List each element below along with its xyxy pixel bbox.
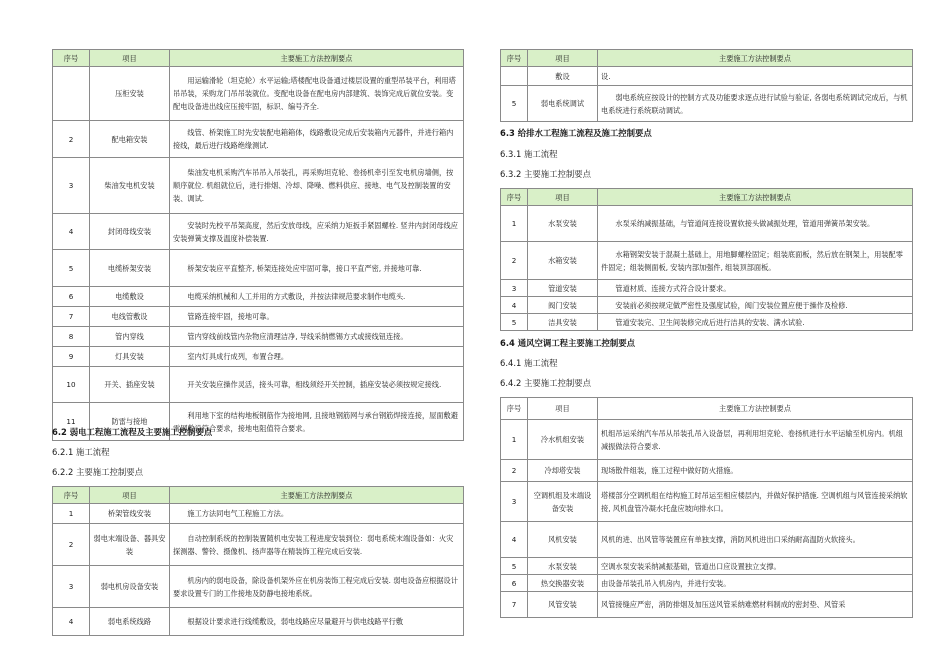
row-desc: 机组吊运采纳汽车吊从吊装孔吊入设备层，再利用坦克轮、卷扬机进行水平运输至机房内。机组减振做法符合要求. xyxy=(598,420,913,460)
row-item: 风机安装 xyxy=(528,522,598,558)
table-row xyxy=(501,420,913,460)
table-header-row xyxy=(53,50,464,67)
row-desc: 开关安装应操作灵活，接头可靠，相线须经开关控制，插座安装必须按规定接线. xyxy=(170,367,464,403)
table-row xyxy=(53,158,464,214)
row-item: 热交换器安装 xyxy=(528,575,598,592)
row-desc: 安装前必须按规定做严密性及强度试验，阀门安装位置应便于操作及检修. xyxy=(598,297,913,314)
table-row xyxy=(501,280,913,297)
section-heading-6-3-2: 6.3.2 主要施工控制要点 xyxy=(500,169,591,179)
table-row xyxy=(501,482,913,522)
row-desc: 空调水泵安装采纳减振基础，管道出口应设置独立支撑。 xyxy=(598,558,913,575)
table-row xyxy=(53,327,464,347)
row-item: 洁具安装 xyxy=(528,314,598,331)
row-item: 电缆敷设 xyxy=(90,287,170,307)
row-no: 7 xyxy=(53,307,90,327)
row-no: 4 xyxy=(501,522,528,558)
row-no: 2 xyxy=(501,460,528,482)
row-no: 3 xyxy=(53,566,90,608)
row-desc: 室内灯具成行成列，布置合理。 xyxy=(170,347,464,367)
section-heading-6-2-1: 6.2.1 施工流程 xyxy=(52,447,110,457)
row-desc: 施工方法同电气工程施工方法。 xyxy=(170,504,464,524)
row-no: 5 xyxy=(53,250,90,287)
weak-current-table-continued xyxy=(500,49,913,122)
table-row xyxy=(501,460,913,482)
header-no: 序号 xyxy=(501,189,528,206)
row-desc: 水箱钢架安装于混凝土基础上，用地脚螺栓固定；组装底面板，然后放在钢架上，用装配零件固定；组装侧面板, 安装内部加强件, 组装顶部面板。 xyxy=(598,242,913,280)
row-desc: 现场散件组装，施工过程中做好防火措施。 xyxy=(598,460,913,482)
row-no: 1 xyxy=(501,420,528,460)
table-row xyxy=(53,307,464,327)
row-no: 3 xyxy=(501,280,528,297)
row-desc: 管道安装完、卫生间装修完成后进行洁具的安装、满水试验. xyxy=(598,314,913,331)
row-item: 弱电系统线路 xyxy=(90,608,170,636)
table-row xyxy=(53,524,464,566)
row-item: 敷设 xyxy=(528,67,598,86)
section-heading-6-2-2: 6.2.2 主要施工控制要点 xyxy=(52,467,143,477)
header-item: 项目 xyxy=(528,50,598,67)
row-item: 空调机组及末端设备安装 xyxy=(528,482,598,522)
table-header-row xyxy=(501,189,913,206)
row-no: 1 xyxy=(501,206,528,242)
row-desc: 机房内的弱电设备，除设备机架外应在机房装饰工程完成后安装. 弱电设备应根据设计要求设置专门的工作接地及防静电接地系统。 xyxy=(170,566,464,608)
header-desc: 主要施工方法控制要点 xyxy=(170,487,464,504)
header-desc: 主要施工方法控制要点 xyxy=(598,189,913,206)
row-item: 电缆桥架安装 xyxy=(90,250,170,287)
row-item: 灯具安装 xyxy=(90,347,170,367)
row-item: 水箱安装 xyxy=(528,242,598,280)
section-heading-6-3-1: 6.3.1 施工流程 xyxy=(500,149,558,159)
table-row xyxy=(501,575,913,592)
row-item: 电线管敷设 xyxy=(90,307,170,327)
section-heading-6-4-1: 6.4.1 施工流程 xyxy=(500,358,558,368)
row-desc: 自动控制系统的控制装置随机电安装工程进度安装到位：弱电系统末端设备如：火灾探测器、警铃、摄像机、扬声器等在精装饰工程完成后安装. xyxy=(170,524,464,566)
row-desc: 设. xyxy=(598,67,913,86)
table-row xyxy=(501,297,913,314)
table-row xyxy=(501,592,913,618)
row-item: 压柜安装 xyxy=(90,67,170,121)
table-row xyxy=(501,67,913,86)
row-item: 冷却塔安装 xyxy=(528,460,598,482)
table-row xyxy=(53,214,464,250)
row-item: 风管安装 xyxy=(528,592,598,618)
row-item: 弱电系统调试 xyxy=(528,86,598,122)
row-desc: 水泵采纳减振基础，与管道间连接设置软接头做减振处理，管道用弹簧吊架安装。 xyxy=(598,206,913,242)
row-desc: 风机的进、出风管等装置应有单独支撑，消防风机进出口采纳耐高温防火软接头。 xyxy=(598,522,913,558)
section-heading-6-4: 6.4 通风空调工程主要施工控制要点 xyxy=(500,338,636,348)
row-item: 桥架管线安装 xyxy=(90,504,170,524)
table-row xyxy=(53,608,464,636)
row-no: 4 xyxy=(53,608,90,636)
table-row xyxy=(501,242,913,280)
row-item: 阀门安装 xyxy=(528,297,598,314)
header-desc: 主要施工方法控制要点 xyxy=(598,398,913,420)
header-no: 序号 xyxy=(501,398,528,420)
table-row xyxy=(53,121,464,158)
row-item: 管道安装 xyxy=(528,280,598,297)
row-no: 11 xyxy=(53,403,90,441)
row-desc: 用运输滑轮（坦克轮）水平运输;塔楼配电设备通过楼层设置的重型吊装平台，利用塔吊吊装，采购龙门吊吊装就位。变配电设备在配电房内部建筑、装饰完成后就位安装。变配电设备进出线应压接牢固，标识、编号齐全. xyxy=(170,67,464,121)
table-row xyxy=(53,504,464,524)
row-item: 柴油发电机安装 xyxy=(90,158,170,214)
row-desc: 管路连接牢固，接地可靠。 xyxy=(170,307,464,327)
row-desc: 管道材质、连接方式符合设计要求。 xyxy=(598,280,913,297)
row-no: 7 xyxy=(501,592,528,618)
header-item: 项目 xyxy=(528,398,598,420)
row-desc: 电缆采纳机械和人工并用的方式敷设，并按法律规范要求制作电缆头. xyxy=(170,287,464,307)
table-row xyxy=(501,86,913,122)
row-no: 2 xyxy=(501,242,528,280)
row-no: 5 xyxy=(501,558,528,575)
row-desc: 桥架安装应平直整齐, 桥架连接处应牢固可靠，接口平直严密, 并接地可靠. xyxy=(170,250,464,287)
row-no xyxy=(501,67,528,86)
row-item: 弱电末端设备、器具安装 xyxy=(90,524,170,566)
row-desc: 根据设计要求进行线缆敷设，弱电线路应尽量避开与供电线路平行敷 xyxy=(170,608,464,636)
row-desc: 塔楼部分空调机组在结构施工时吊运至相应楼层内，并做好保护措施. 空调机组与风管连接采纳软接, 风机盘管冷凝水托盘应坡向排水口。 xyxy=(598,482,913,522)
row-item: 冷水机组安装 xyxy=(528,420,598,460)
table-row xyxy=(53,367,464,403)
table-row xyxy=(501,314,913,331)
row-no: 6 xyxy=(53,287,90,307)
table-row xyxy=(53,67,464,121)
table-header-row xyxy=(53,487,464,504)
section-heading-6-4-2: 6.4.2 主要施工控制要点 xyxy=(500,378,591,388)
header-desc: 主要施工方法控制要点 xyxy=(598,50,913,67)
row-no: 5 xyxy=(501,86,528,122)
row-desc: 安装时先校平吊架高度，然后安放母线，应采纳力矩扳手紧固螺栓. 竖井内封闭母线应安装弹簧支撑及温度补偿装置. xyxy=(170,214,464,250)
table-row xyxy=(501,522,913,558)
row-desc: 柴油发电机采购汽车吊吊入吊装孔，再采购坦克轮、卷扬机牵引至发电机房墙侧，按顺序就位. 机组就位后，进行排烟、冷却、降噪、燃料供应、接地、电气及控制装置的安装、调试. xyxy=(170,158,464,214)
row-desc: 弱电系统应按设计的控制方式及功能要求逐点进行试验与验证, 各弱电系统调试完成后，与机电系统进行系统联动调试。 xyxy=(598,86,913,122)
header-no: 序号 xyxy=(53,50,90,67)
header-desc: 主要施工方法控制要点 xyxy=(170,50,464,67)
row-desc: 风管接缝应严密，消防排烟及加压送风管采纳难燃材料制成的密封垫、风管采 xyxy=(598,592,913,618)
row-item: 配电箱安装 xyxy=(90,121,170,158)
row-item: 弱电机房设备安装 xyxy=(90,566,170,608)
table-header-row xyxy=(501,398,913,420)
header-item: 项目 xyxy=(90,50,170,67)
header-item: 项目 xyxy=(90,487,170,504)
row-no: 4 xyxy=(53,214,90,250)
row-no: 5 xyxy=(501,314,528,331)
row-no: 8 xyxy=(53,327,90,347)
table-row xyxy=(501,558,913,575)
section-heading-6-3: 6.3 给排水工程施工流程及施工控制要点 xyxy=(500,128,652,138)
row-item: 防雷与接地 xyxy=(90,403,170,441)
hvac-table xyxy=(500,397,913,618)
row-no: 2 xyxy=(53,524,90,566)
row-no: 9 xyxy=(53,347,90,367)
table-row xyxy=(501,206,913,242)
row-no: 1 xyxy=(53,504,90,524)
power-works-table xyxy=(52,49,464,441)
table-row xyxy=(53,347,464,367)
header-no: 序号 xyxy=(501,50,528,67)
row-item: 水泵安装 xyxy=(528,206,598,242)
row-desc: 由设备吊装孔吊入机房内，并进行安装。 xyxy=(598,575,913,592)
row-no: 6 xyxy=(501,575,528,592)
row-item: 封闭母线安装 xyxy=(90,214,170,250)
header-no: 序号 xyxy=(53,487,90,504)
weak-current-table xyxy=(52,486,464,636)
table-row xyxy=(53,250,464,287)
row-no: 10 xyxy=(53,367,90,403)
header-item: 项目 xyxy=(528,189,598,206)
table-row xyxy=(53,566,464,608)
section-heading-6-2: 6.2 弱电工程施工流程及主要施工控制要点 xyxy=(52,427,213,437)
row-desc: 线管、桥架施工时先安装配电箱箱体，线路敷设完成后安装箱内元器件，并进行箱内接线，最后进行线路绝缘测试. xyxy=(170,121,464,158)
row-no: 3 xyxy=(501,482,528,522)
row-no: 3 xyxy=(53,158,90,214)
plumbing-table xyxy=(500,188,913,331)
row-no xyxy=(53,67,90,121)
row-desc: 管内穿线前线管内杂物应清理洁净, 导线采纳燃锡方式或接线钮连接。 xyxy=(170,327,464,347)
row-item: 水泵安装 xyxy=(528,558,598,575)
table-header-row xyxy=(501,50,913,67)
table-row xyxy=(53,287,464,307)
row-item: 开关、插座安装 xyxy=(90,367,170,403)
row-no: 2 xyxy=(53,121,90,158)
row-desc: 利用地下室的结构地板钢筋作为接地网, 且接地钢筋网与承台钢筋焊接连接，屋面敷避雷网敷设符合要求，接地电阻值符合要求。 xyxy=(170,403,464,441)
row-item: 管内穿线 xyxy=(90,327,170,347)
row-no: 4 xyxy=(501,297,528,314)
